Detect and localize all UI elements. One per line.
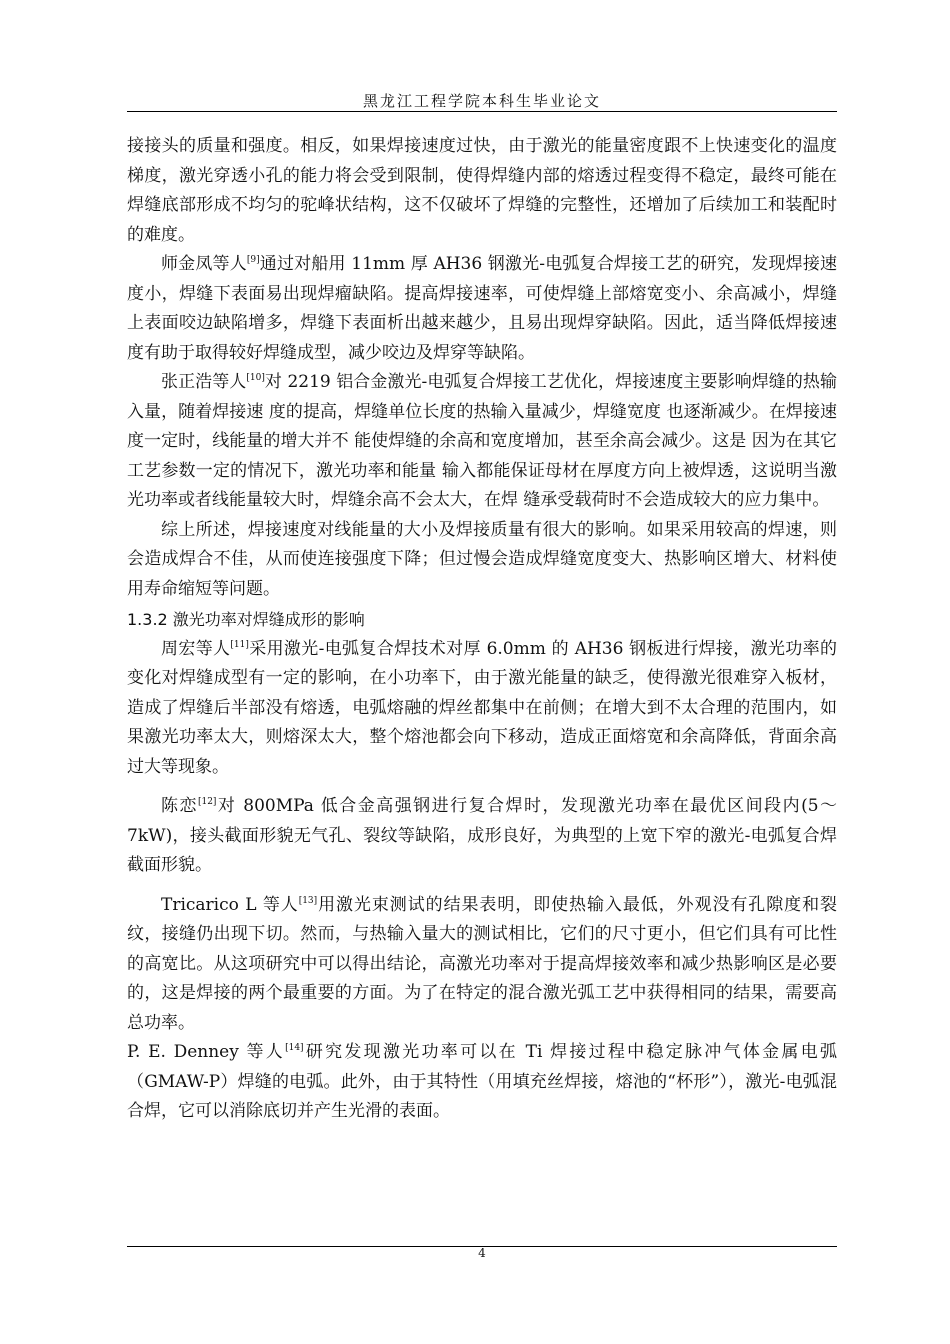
- body-text: [127, 132, 837, 1127]
- paragraph-6: [127, 792, 837, 881]
- citation-13: [13]: [298, 895, 318, 906]
- paragraph-2-author: 师金凤等人: [161, 254, 247, 274]
- citation-11: [11]: [230, 639, 249, 650]
- running-header: 黑龙江工程学院本科生毕业论文: [362, 92, 601, 110]
- paragraph-5-author: 周宏等人: [161, 638, 231, 659]
- paragraph-7: [127, 891, 837, 1039]
- citation-9: [9]: [246, 255, 260, 265]
- paragraph-6-author: 陈恋: [161, 796, 198, 816]
- page-number: 4: [478, 1246, 486, 1260]
- paragraph-3-text: 对 2219 铝合金激光-电弧复合焊接工艺优化，焊接速度主要影响焊缝的热输入量，随着焊接速 度的提高，焊缝单位长度的热输入量减少，焊缝宽度 也逐渐减少。在焊接速度一定时，线能量的增大并不 能使焊缝的余高和宽度增加，甚至余高会减少。这是 因为在其它工艺参数一定的情况下，激光功率和能量 输入都能保证母材在厚度方向上被焊透，这说明当激 光功率或者线能量较大时，焊缝余高不会太大，在焊 缝承受载荷时不会造成较大的应力集中。: [127, 372, 837, 510]
- section-heading: 1.3.2 激光功率对焊缝成形的影响: [127, 610, 365, 629]
- citation-14: [14]: [285, 1043, 304, 1053]
- paragraph-7-author: Tricarico L 等人: [161, 894, 299, 915]
- citation-12: [12]: [197, 797, 217, 807]
- paragraph-2-text: 通过对船用 11mm 厚 AH36 钢激光-电弧复合焊接工艺的研究，发现焊接速度小，焊缝下表面易出现焊瘤缺陷。提高焊接速率，可使焊缝上部熔宽变小、余高减小，焊缝上表面咬边缺陷增多，焊缝下表面析出越来越少，且易出现焊穿缺陷。因此，适当降低焊接速度有助于取得较好焊缝成型，减少咬边及焊穿等缺陷。: [127, 254, 837, 363]
- paragraph-2: [127, 250, 837, 368]
- header-rule: [127, 111, 837, 112]
- paragraph-3-author: 张正浩等人: [161, 372, 247, 392]
- paragraph-3: [127, 368, 837, 516]
- paragraph-5: [127, 635, 837, 783]
- paragraph-4: 综上所述，焊接速度对线能量的大小及焊接质量有很大的影响。如果采用较高的焊速，则会造成焊合不佳，从而使连接强度下降；但过慢会造成焊缝宽度变大、热影响区增大、材料使用寿命缩短等问题。: [127, 519, 837, 599]
- paragraph-7-text: 用激光束测试的结果表明，即使热输入最低，外观没有孔隙度和裂纹，接缝仍出现下切。然而，与热输入量大的测试相比，它们的尺寸更小，但它们具有可比性的高宽比。从这项研究中可以得出结论，高激光功率对于提高焊接效率和减少热影响区是必要的，这是焊接的两个最重要的方面。为了在特定的混合激光弧工艺中获得相同的结果，需要高总功率。: [127, 894, 838, 1033]
- paragraph-8-author: P. E. Denney 等人: [127, 1042, 286, 1062]
- paragraph-1: 接接头的质量和强度。相反，如果焊接速度过快，由于激光的能量密度跟不上快速变化的温度梯度，激光穿透小孔的能力将会受到限制，使得焊缝内部的熔透过程变得不稳定，最终可能在焊缝底部形成不均匀的驼峰状结构，这不仅破坏了焊缝的完整性，还增加了后续加工和装配时的难度。: [127, 136, 837, 245]
- paragraph-5-text: 采用激光-电弧复合焊技术对厚 6.0mm 的 AH36 钢板进行焊接，激光功率的变化对焊缝成型有一定的影响，在小功率下，由于激光能量的缺乏，使得激光很难穿入板材，造成了焊缝后半部没有熔透，电弧熔融的焊丝都集中在前侧；在增大到不太合理的范围内，如果激光功率太大，则熔深太大，整个熔池都会向下移动，造成正面熔宽和余高降低，背面余高过大等现象。: [127, 638, 837, 777]
- paragraph-6-text: 对 800MPa 低合金高强钢进行复合焊时，发现激光功率在最优区间段内(5～7kW)，接头截面形貌无气孔、裂纹等缺陷，成形良好，为典型的上宽下窄的激光-电弧复合焊截面形貌。: [127, 796, 838, 875]
- citation-10: [10]: [246, 373, 265, 383]
- paragraph-8: [127, 1038, 837, 1127]
- paragraph-8-text: 研究发现激光功率可以在 Ti 焊接过程中稳定脉冲气体金属电弧（GMAW-P）焊缝的电弧。此外，由于其特性（用填充丝焊接，熔池的“杯形”），激光-电弧混合焊，它可以消除底切并产生光滑的表面。: [127, 1042, 837, 1121]
